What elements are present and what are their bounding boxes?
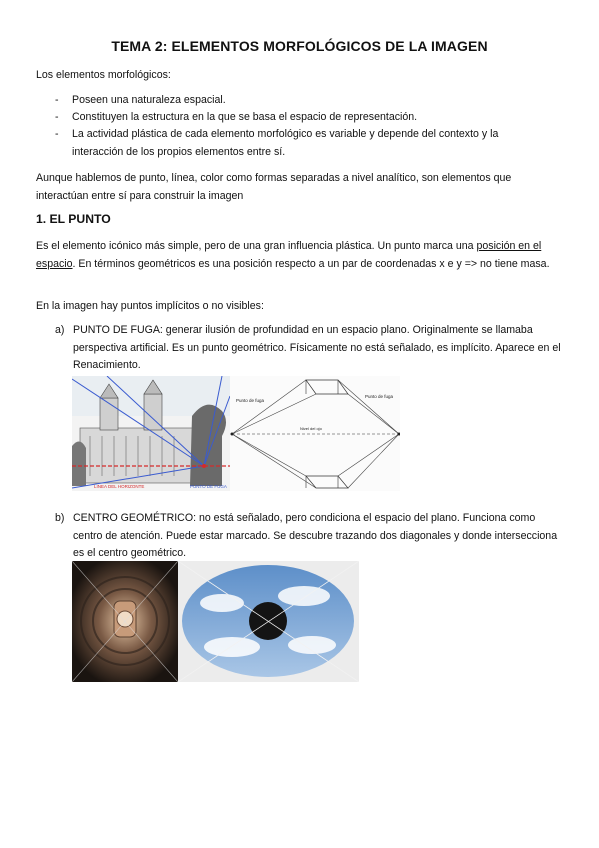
list-item-text: CENTRO GEOMÉTRICO: no está señalado, pero condiciona el espacio del plano. Funciona como centro de atención. Puede estar marcado. Se descubre trazando dos diagonales y donde intersecciona es el centro geométrico. <box>73 512 558 559</box>
diagram-label: Punto de fuga <box>236 398 265 403</box>
dash-bullet: - <box>55 94 59 106</box>
vanishing-point-figure <box>72 376 400 491</box>
geometric-center-figure <box>72 561 359 682</box>
list-item-text: La actividad plástica de cada elemento morfológico es variable y depende del contexto y la interacción de los propios elementos entre sí. <box>72 128 499 158</box>
diagram-label: Punto de fuga <box>365 394 394 399</box>
underlined-phrase: posición en el espacio <box>36 240 542 270</box>
list-item-text: Poseen una naturaleza espacial. <box>72 94 226 106</box>
paragraph-point-definition <box>36 238 564 273</box>
page-title: TEMA 2: ELEMENTOS MORFOLÓGICOS DE LA IMAGEN <box>111 38 488 54</box>
vanishing-caption: PUNTO DE FUGA <box>190 484 227 489</box>
paragraph-implicit-points: En la imagen hay puntos implícitos o no visibles: <box>36 300 264 312</box>
text-fragment: . En términos geométricos es una posición respecto a un par de coordenadas x e y => no tiene masa. <box>72 257 550 270</box>
paragraph-analysis: Aunque hablemos de punto, línea, color como formas separadas a nivel analítico, son elementos que interactúan entre sí para construir la imagen <box>36 172 512 202</box>
dash-bullet: - <box>55 128 59 140</box>
text-fragment: Es el elemento icónico más simple, pero de una gran influencia plástica. Un punto marca una <box>36 240 477 252</box>
diagram-label: Nivel del ojo <box>300 426 322 431</box>
geometric-center-illustration <box>72 561 359 682</box>
list-marker: b) <box>55 512 65 524</box>
list-item-text: PUNTO DE FUGA: generar ilusión de profundidad en un espacio plano. Originalmente se llamaba perspectiva artificial. Es un punto geométrico. Físicamente no está señalado, es implícito. Aparece en el Renacimiento. <box>73 324 561 371</box>
horizon-caption: LINEA DEL HORIZONTE <box>94 484 145 489</box>
list-item-text: Constituyen la estructura en la que se basa el espacio de representación. <box>72 111 418 123</box>
list-marker: a) <box>55 324 65 336</box>
section-heading: 1. EL PUNTO <box>36 212 111 226</box>
vanishing-point-illustration <box>72 376 400 491</box>
intro-text: Los elementos morfológicos: <box>36 69 171 81</box>
dash-bullet: - <box>55 111 59 123</box>
